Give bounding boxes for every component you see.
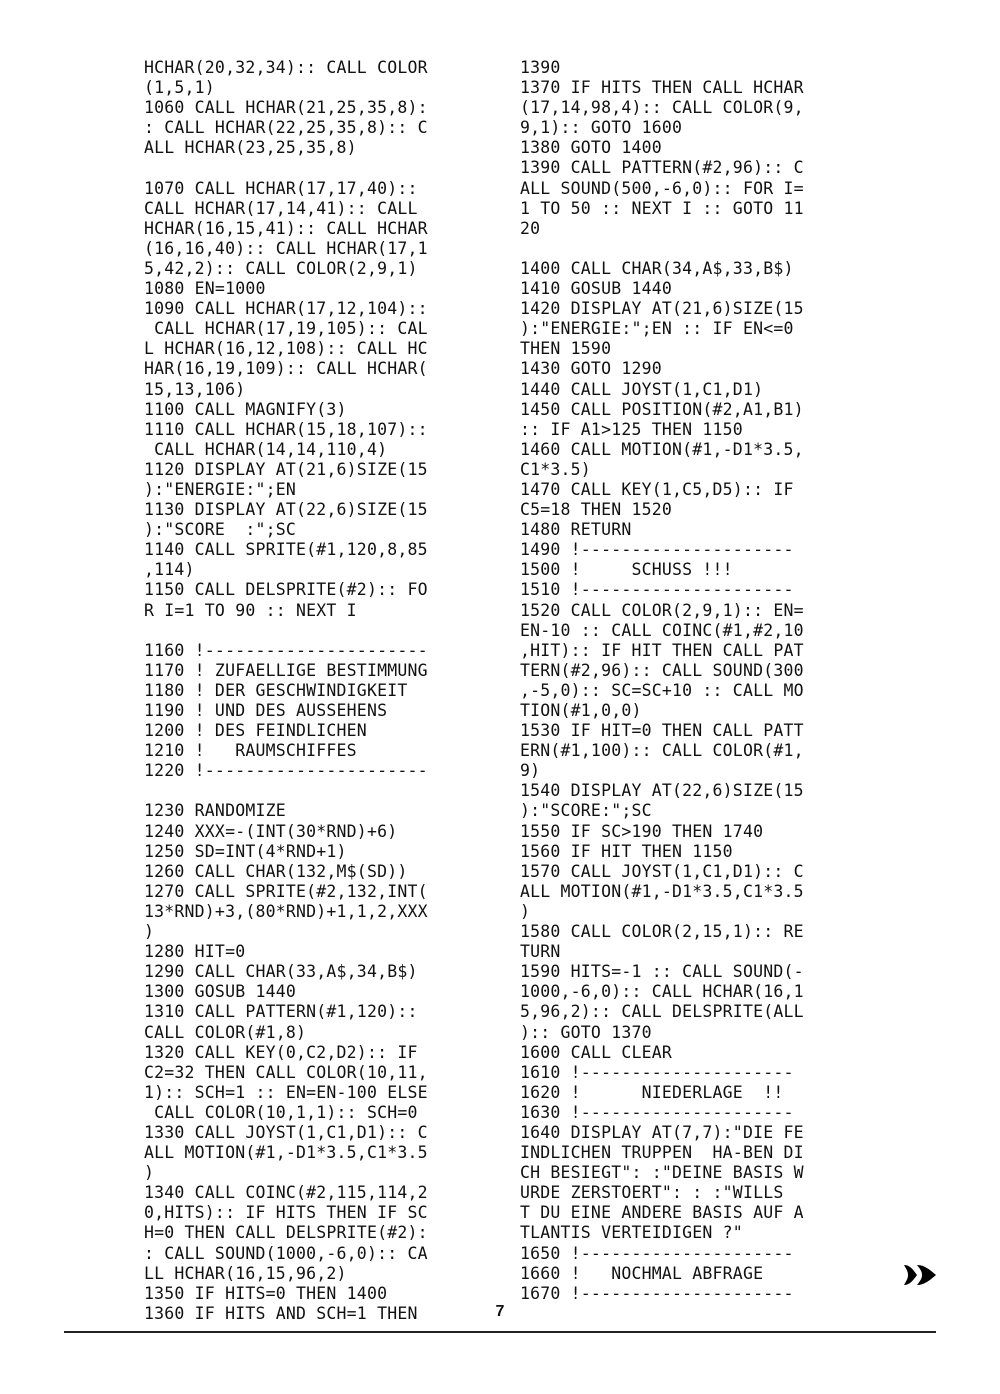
- double-arrow-right-icon: [903, 1263, 937, 1287]
- page-number: 7: [495, 1303, 505, 1320]
- code-column-left: HCHAR(20,32,34):: CALL COLOR (1,5,1) 1060 CALL HCHAR(21,25,35,8): : CALL HCHAR(22,25,35,8):: C ALL HCHAR(23,25,35,8) 1070 CALL HCHAR(17,17,40):: CALL HCHAR(17,14,41):: CALL HCHAR(16,15,41):: CALL HCHAR (16,16,40):: CALL HCHAR(17,1 5,42,2):: CALL COLOR(2,9,1) 1080 EN=1000 1090 CALL HCHAR(17,12,104):: CALL HCHAR(17,19,105):: CAL L HCHAR(16,12,108):: CALL HC HAR(16,19,109):: CALL HCHAR( 15,13,106) 1100 CALL MAGNIFY(3) 1110 CALL HCHAR(15,18,107):: CALL HCHAR(14,14,110,4) 1120 DISPLAY AT(21,6)SIZE(15 ):"ENERGIE:";EN 1130 DISPLAY AT(22,6)SIZE(15 ):"SCORE :";SC 1140 CALL SPRITE(#1,120,8,85 ,114) 1150 CALL DELSPRITE(#2):: FO R I=1 TO 90 :: NEXT I 1160 !---------------------- 1170 ! ZUFAELLIGE BESTIMMUNG 1180 ! DER GESCHWINDIGKEIT 1190 ! UND DES AUSSEHENS 1200 ! DES FEINDLICHEN 1210 ! RAUMSCHIFFES 1220 !---------------------- 1230 RANDOMIZE 1240 XXX=-(INT(30*RND)+6) 1250 SD=INT(4*RND+1) 1260 CALL CHAR(132,M$(SD)) 1270 CALL SPRITE(#2,132,INT( 13*RND)+3,(80*RND)+1,1,2,XXX ) 1280 HIT=0 1290 CALL CHAR(33,A$,34,B$) 1300 GOSUB 1440 1310 CALL PATTERN(#1,120):: CALL COLOR(#1,8) 1320 CALL KEY(0,C2,D2):: IF C2=32 THEN CALL COLOR(10,11, 1):: SCH=1 :: EN=EN-100 ELSE CALL COLOR(10,1,1):: SCH=0 1330 CALL JOYST(1,C1,D1):: C ALL MOTION(#1,-D1*3.5,C1*3.5 ) 1340 CALL COINC(#2,115,114,2 0,HITS):: IF HITS THEN IF SC H=0 THEN CALL DELSPRITE(#2): : CALL SOUND(1000,-6,0):: CA LL HCHAR(16,15,96,2) 1350 IF HITS=0 THEN 1400 1360 IF HITS AND SCH=1 THEN: [144, 58, 428, 1323]
- footer-divider: [64, 1331, 936, 1333]
- code-column-right: 1390 1370 IF HITS THEN CALL HCHAR (17,14,98,4):: CALL COLOR(9, 9,1):: GOTO 1600 1380 GOTO 1400 1390 CALL PATTERN(#2,96):: C ALL SOUND(500,-6,0):: FOR I= 1 TO 50 :: NEXT I :: GOTO 11 20 1400 CALL CHAR(34,A$,33,B$) 1410 GOSUB 1440 1420 DISPLAY AT(21,6)SIZE(15 ):"ENERGIE:";EN :: IF EN<=0 THEN 1590 1430 GOTO 1290 1440 CALL JOYST(1,C1,D1) 1450 CALL POSITION(#2,A1,B1) :: IF A1>125 THEN 1150 1460 CALL MOTION(#1,-D1*3.5, C1*3.5) 1470 CALL KEY(1,C5,D5):: IF C5=18 THEN 1520 1480 RETURN 1490 !--------------------- 1500 ! SCHUSS !!! 1510 !--------------------- 1520 CALL COLOR(2,9,1):: EN= EN-10 :: CALL COINC(#1,#2,10 ,HIT):: IF HIT THEN CALL PAT TERN(#2,96):: CALL SOUND(300 ,-5,0):: SC=SC+10 :: CALL MO TION(#1,0,0) 1530 IF HIT=0 THEN CALL PATT ERN(#1,100):: CALL COLOR(#1, 9) 1540 DISPLAY AT(22,6)SIZE(15 ):"SCORE:";SC 1550 IF SC>190 THEN 1740 1560 IF HIT THEN 1150 1570 CALL JOYST(1,C1,D1):: C ALL MOTION(#1,-D1*3.5,C1*3.5 ) 1580 CALL COLOR(2,15,1):: RE TURN 1590 HITS=-1 :: CALL SOUND(- 1000,-6,0):: CALL HCHAR(16,1 5,96,2):: CALL DELSPRITE(ALL ):: GOTO 1370 1600 CALL CLEAR 1610 !--------------------- 1620 ! NIEDERLAGE !! 1630 !--------------------- 1640 DISPLAY AT(7,7):"DIE FE INDLICHEN TRUPPEN HA-BEN DI CH BESIEGT": :"DEINE BASIS W URDE ZERSTOERT": : :"WILLS T DU EINE ANDERE BASIS AUF A TLANTIS VERTEIDIGEN ?" 1650 !--------------------- 1660 ! NOCHMAL ABFRAGE 1670 !---------------------: [520, 58, 804, 1303]
